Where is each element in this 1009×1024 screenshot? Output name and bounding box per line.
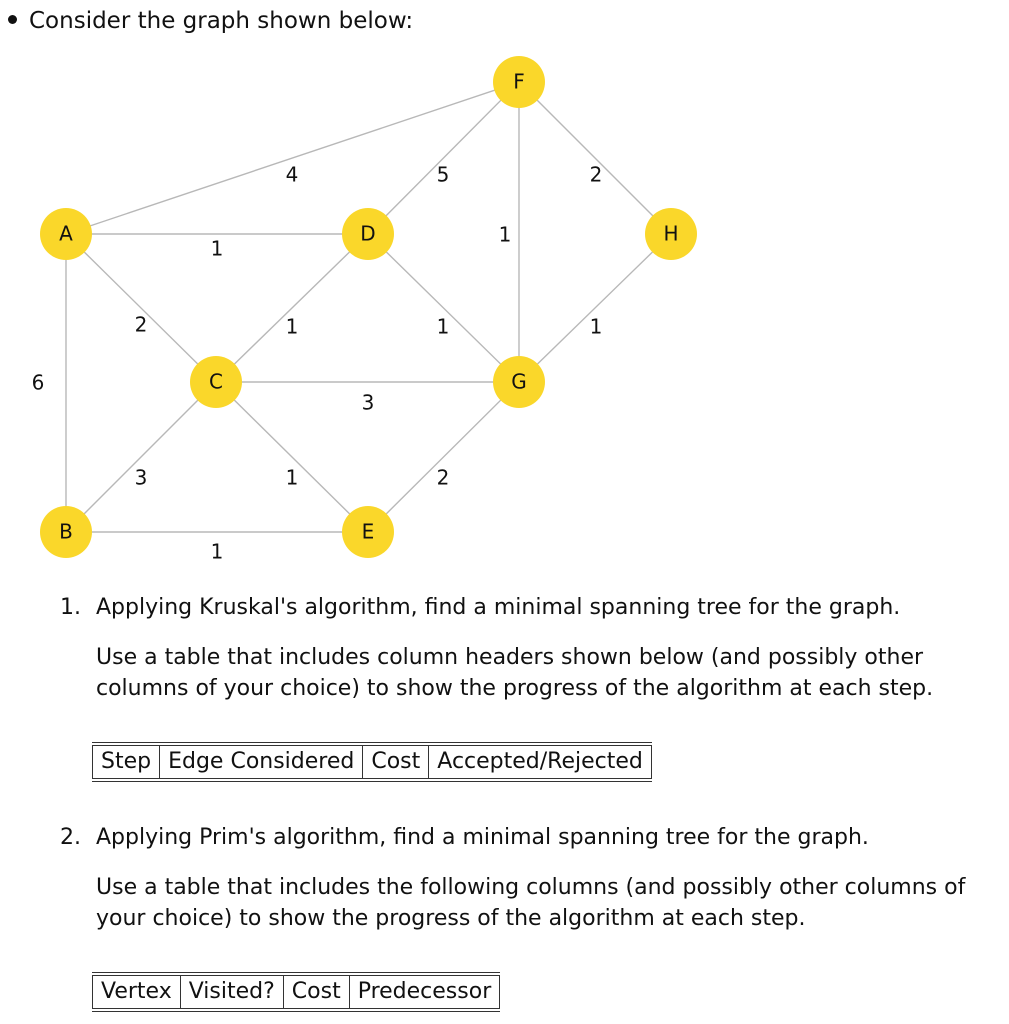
- question-2-title: Applying Prim's algorithm, find a minimal spanning tree for the graph.: [96, 825, 869, 850]
- edge-C-D: [216, 234, 368, 382]
- question-1-body: Use a table that includes column headers shown below (and possibly other columns of your choice) to show the progress of the algorithm at each step.: [96, 645, 934, 701]
- question-1: [60, 592, 990, 702]
- question-1-title: Applying Kruskal's algorithm, find a minimal spanning tree for the graph.: [96, 595, 901, 620]
- edge-C-E: [216, 382, 368, 532]
- node-label-F: F: [513, 69, 525, 94]
- edge-weight-A-B: 6: [31, 370, 45, 395]
- prim-column-header: Cost: [283, 976, 349, 1008]
- prim-column-header: Visited?: [180, 976, 283, 1008]
- edge-weight-D-F: 5: [436, 162, 450, 187]
- edge-D-G: [368, 234, 519, 382]
- prim-table-header: [92, 972, 500, 1012]
- edge-G-H: [519, 234, 671, 382]
- kruskal-column-header: Edge Considered: [159, 746, 362, 778]
- kruskal-column-header: Step: [92, 746, 159, 778]
- edge-weight-B-E: 1: [210, 539, 224, 564]
- node-label-A: A: [59, 221, 73, 246]
- edge-weight-G-H: 1: [589, 314, 603, 339]
- edge-weight-A-F: 4: [285, 162, 299, 187]
- node-label-C: C: [209, 369, 223, 394]
- edge-A-C: [66, 234, 216, 382]
- kruskal-column-header: Accepted/Rejected: [428, 746, 652, 778]
- edge-F-H: [519, 82, 671, 234]
- node-label-H: H: [663, 221, 679, 246]
- edge-weight-D-G: 1: [436, 314, 450, 339]
- edge-A-F: [66, 82, 519, 234]
- question-2-number: 2.: [60, 825, 81, 850]
- node-label-B: B: [59, 519, 73, 544]
- edge-weight-E-G: 2: [436, 465, 450, 490]
- edge-B-C: [66, 382, 216, 532]
- edge-weight-C-G: 3: [361, 390, 375, 415]
- question-2-body: Use a table that includes the following columns (and possibly other columns of your choice) to show the progress of the algorithm at each step.: [96, 875, 966, 931]
- node-label-G: G: [511, 369, 527, 394]
- edge-weight-F-H: 2: [589, 162, 603, 187]
- prim-column-header: Predecessor: [349, 976, 501, 1008]
- kruskal-table-header: [92, 742, 652, 782]
- edge-weight-B-C: 3: [134, 465, 148, 490]
- edge-weight-C-D: 1: [285, 314, 299, 339]
- node-label-E: E: [361, 519, 375, 544]
- edge-D-F: [368, 82, 519, 234]
- prim-column-header: Vertex: [92, 976, 180, 1008]
- edge-weight-F-G: 1: [498, 222, 512, 247]
- edge-weight-A-D: 1: [210, 236, 224, 261]
- edge-weight-C-E: 1: [285, 465, 299, 490]
- question-1-number: 1.: [60, 595, 81, 620]
- edge-weight-A-C: 2: [134, 312, 148, 337]
- question-2: [60, 822, 990, 932]
- edge-E-G: [368, 382, 519, 532]
- kruskal-column-header: Cost: [362, 746, 428, 778]
- intro-text: Consider the graph shown below:: [29, 8, 414, 34]
- node-label-D: D: [360, 221, 376, 246]
